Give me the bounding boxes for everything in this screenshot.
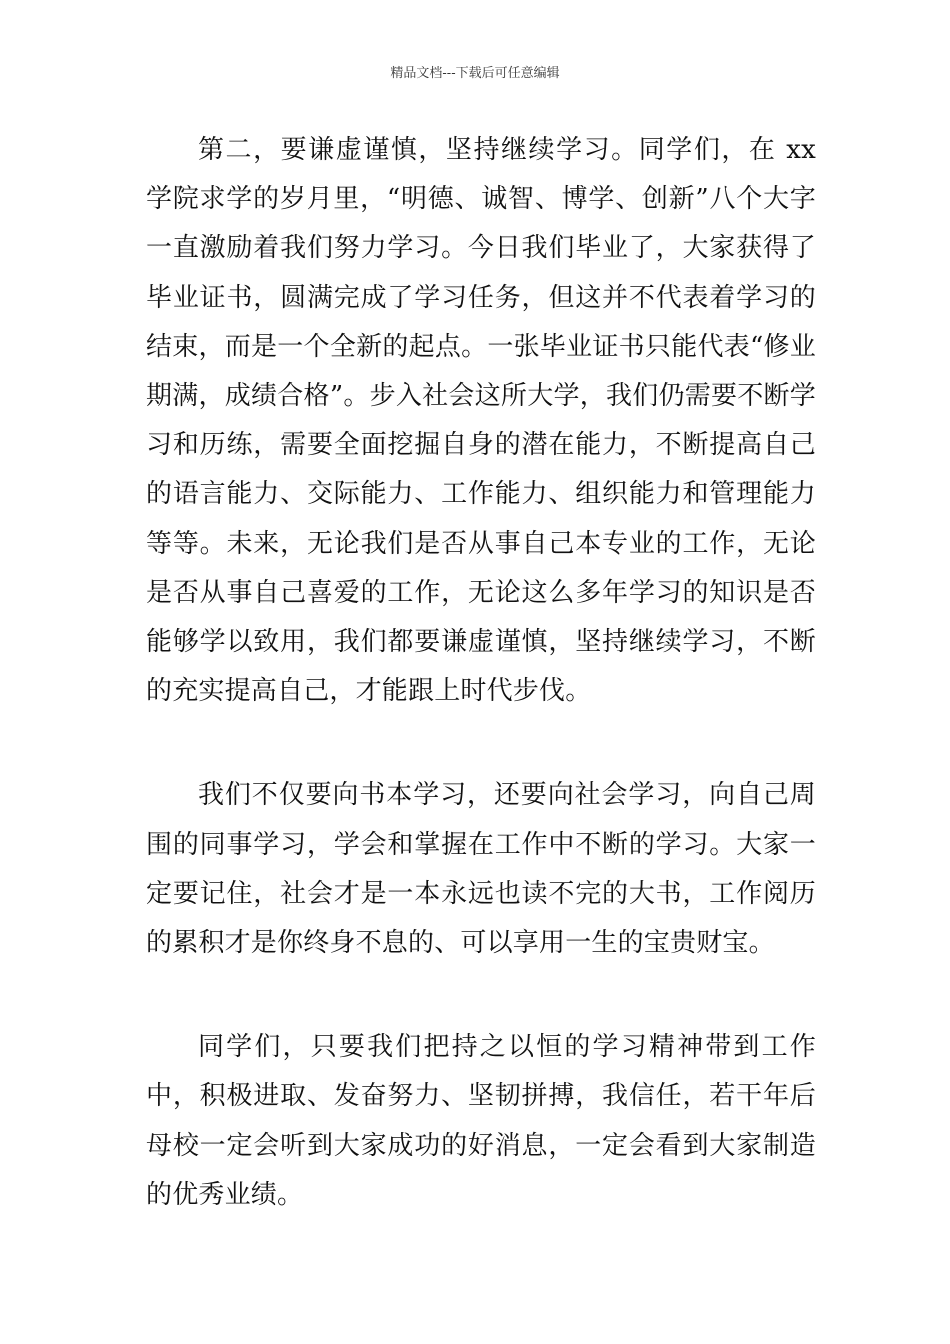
page-header: 精品文档---下载后可任意编辑 <box>390 66 560 81</box>
document-body <box>146 126 816 1220</box>
paragraph-1: 第二，要谦虚谨慎，坚持继续学习。同学们，在 xx 学院求学的岁月里，“明德、诚智、博学、创新”八个大字一直激励着我们努力学习。今日我们毕业了，大家获得了毕业证书，圆满完成了学习任务，但这并不代表着学习的结束，而是一个全新的起点。一张毕业证书只能代表“修业期满，成绩合格”。步入社会这所大学，我们仍需要不断学习和历练，需要全面挖掘自身的潜在能力，不断提高自己的语言能力、交际能力、工作能力、组织能力和管理能力等等。未来，无论我们是否从事自己本专业的工作，无论是否从事自己喜爱的工作，无论这么多年学习的知识是否能够学以致用，我们都要谦虚谨慎，坚持继续学习，不断的充实提高自己，才能跟上时代步伐。 <box>146 135 816 707</box>
paragraph-2: 我们不仅要向书本学习，还要向社会学习，向自己周围的同事学习，学会和掌握在工作中不断的学习。大家一定要记住，社会才是一本永远也读不完的大书，工作阅历的累积才是你终身不息的、可以享用一生的宝贵财宝。 <box>146 780 816 959</box>
paragraph-3: 同学们，只要我们把持之以恒的学习精神带到工作中，积极进取、发奋努力、坚韧拼搏，我信任，若干年后母校一定会听到大家成功的好消息，一定会看到大家制造的优秀业绩。 <box>146 1032 816 1210</box>
